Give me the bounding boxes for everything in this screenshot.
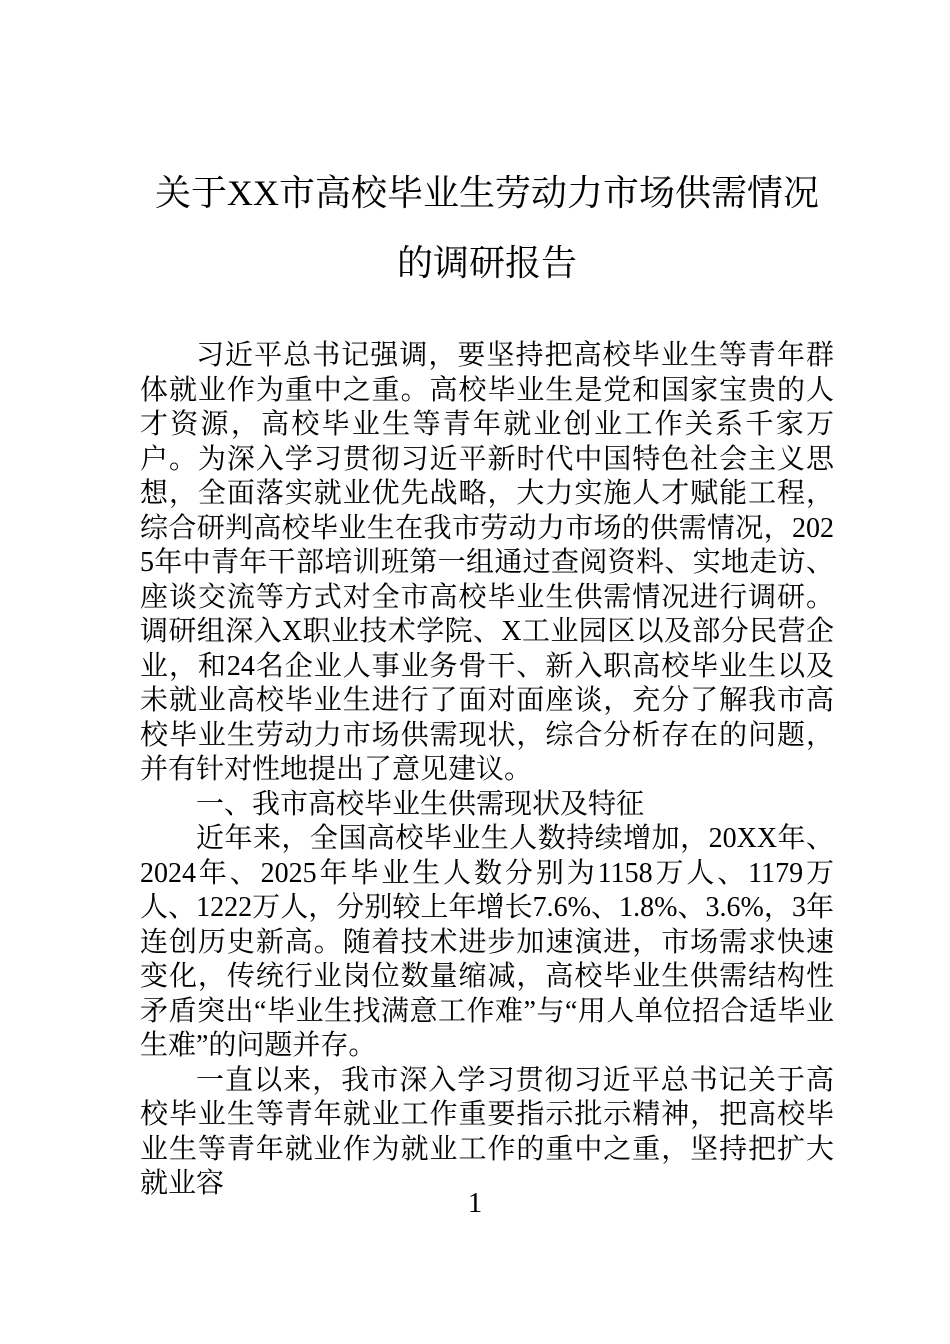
document-content	[140, 158, 834, 1202]
paragraph-graduate-statistics: 近年来，全国高校毕业生人数持续增加，20XX年、2024年、2025年毕业生人数分别为1158万人、1179万人、1222万人，分别较上年增长7.6%、1.8%、3.6%，3年连创历史新高。随着技术进步加速演进，市场需求快速变化，传统行业岗位数量缩减，高校毕业生供需结构性矛盾突出“毕业生找满意工作难”与“用人单位招合适毕业生难”的问题并存。	[140, 823, 834, 1061]
page-number: 1	[467, 1187, 483, 1219]
document-title: 关于XX市高校毕业生劳动力市场供需情况的调研报告	[155, 173, 819, 283]
section-heading-1: 一、我市高校毕业生供需现状及特征	[196, 788, 645, 820]
paragraph-intro: 习近平总书记强调，要坚持把高校毕业生等青年群体就业作为重中之重。高校毕业生是党和国家宝贵的人才资源，高校毕业生等青年就业创业工作关系千家万户。为深入学习贯彻习近平新时代中国特色社会主义思想，全面落实就业优先战略，大力实施人才赋能工程，综合研判高校毕业生在我市劳动力市场的供需情况，2025年中青年干部培训班第一组通过查阅资料、实地走访、座谈交流等方式对全市高校毕业生供需情况进行调研。调研组深入X职业技术学院、X工业园区以及部分民营企业，和24名企业人事业务骨干、新入职高校毕业生以及未就业高校毕业生进行了面对面座谈，充分了解我市高校毕业生劳动力市场供需现状，综合分析存在的问题，并有针对性地提出了意见建议。	[140, 340, 834, 785]
paragraph-city-policy: 一直以来，我市深入学习贯彻习近平总书记关于高校毕业生等青年就业工作重要指示批示精神，把高校毕业生等青年就业作为就业工作的重中之重，坚持把扩大就业容	[140, 1064, 834, 1199]
